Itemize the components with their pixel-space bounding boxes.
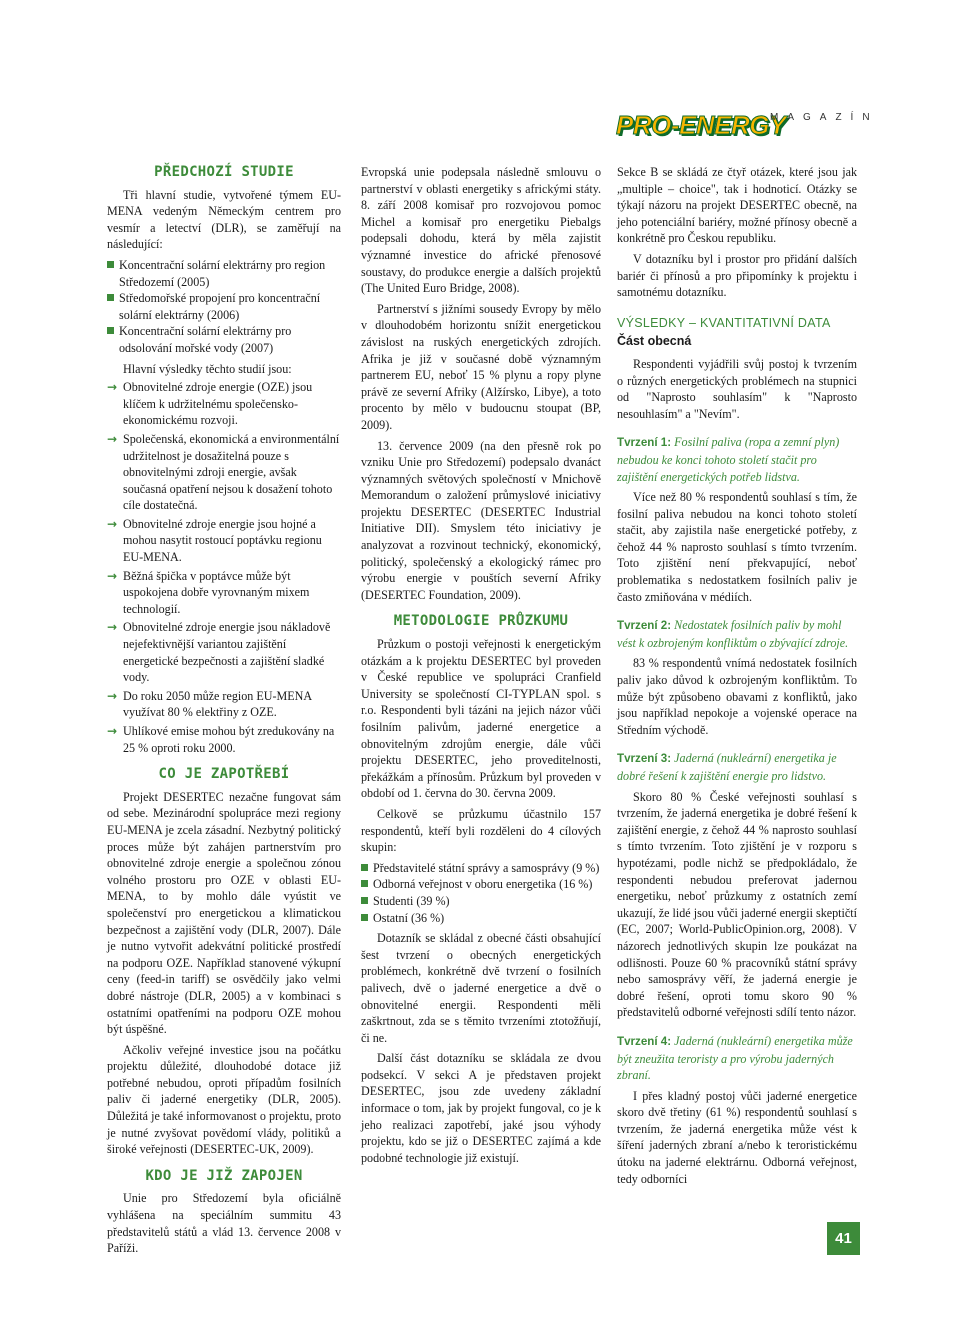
list-item: → Běžná špička v poptávce může být uspokojena dobře vyrovnaným mixem technologií. bbox=[107, 568, 341, 618]
page-number: 41 bbox=[827, 1222, 860, 1255]
results-title: Hlavní výsledky těchto studií jsou: bbox=[123, 361, 292, 376]
paragraph: 83 % respondentů vnímá nedostatek fosilních paliv jako důvod k ozbrojeným konfliktům. To může být způsobeno obavami z konfliktů, jako jsou například nepokoje a vojenské operace na Středním východě. bbox=[617, 656, 857, 737]
claim-4 bbox=[617, 1033, 857, 1084]
claim-1 bbox=[617, 434, 857, 485]
paragraph: Sekce B se skládá ze čtyř otázek, které jsou jak „multiple – choice", tak i hodnoticí. Otázky se týkají názoru na projekt DESERTEC obecně, na jeho potenciální bariéry, možné přínosy obecně a konkrétně pro Českou republiku. bbox=[617, 165, 857, 246]
magazine-header bbox=[612, 100, 960, 150]
list-item: Koncentrační solární elektrárny pro region Středozemí (2005) bbox=[107, 257, 341, 290]
list-item: → Obnovitelné zdroje energie jsou hojné a mohou nasytit rostoucí poptávku regionu EU-MENA. bbox=[107, 516, 341, 566]
paragraph: Ačkoliv veřejné investice jsou na počátku projektu důležité, dlouhodobé dotace již potřebné nebudou, oproti případům fosilních paliv či jaderné energetiky (DLR, 2005). Důležitá je také informovanost o projektu, proto je nutné zvyšovat povědomí vlády, politiků a široké veřejnosti (DESERTEC-UK, 2009). bbox=[107, 1042, 341, 1157]
column-middle bbox=[361, 164, 601, 1170]
subheading-cast-obecna: Část obecná bbox=[617, 334, 692, 349]
paragraph: I přes kladný postoj vůči jaderné energetice skoro dvě třetiny (61 %) respondentů souhlasí s tvrzením, že jaderná energetika může vést k šíření jaderných zbraní a/nebo k teroristickému útoku na jaderné elektrárnu. Odborná veřejnost, tedy odborníci bbox=[617, 1088, 857, 1186]
paragraph: Partnerství s jižními sousedy Evropy by mělo v dlouhodobém horizontu snížit energetickou závislost na ruských energetických zdrojích. Afrika je již v současné době významným partnerem EU, neboť 15 % plynu a ropy plyne právě ze severní Afriky (Alžírsko, Libye), a toto procento by mělo v budoucnu stoupat (BP, 2009). bbox=[361, 301, 601, 432]
column-right bbox=[617, 164, 857, 1191]
list-item: → Obnovitelné zdroje energie (OZE) jsou klíčem k udržitelnému společensko-ekonomickému rozvoji. bbox=[107, 379, 341, 429]
list-item: Studenti (39 %) bbox=[361, 893, 601, 910]
list-item: → Obnovitelné zdroje energie jsou nákladově nejefektivnější variantou zajištění energetické bezpečnosti a zajištění sladké vody. bbox=[107, 619, 341, 685]
magazin-label: MAGAZÍN bbox=[770, 112, 879, 123]
paragraph: Evropská unie podepsala následně smlouvu o partnerství v oblasti energetiky s africkými státy. 8. září 2008 komisař pro rozvojovou pomoc Michel a komisař pro energetiku Piebalgs podepsali dohodu, která by měla zajistit významné investice do africké přenosové soustavy, do produkce energie a dalších projektů (The United Euro Bridge, 2008). bbox=[361, 165, 601, 296]
list-item: → Uhlíkové emise mohou být zredukovány na 25 % oproti roku 2000. bbox=[107, 723, 341, 756]
claim-label: Tvrzení 4: bbox=[617, 1034, 672, 1048]
list-item: Představitelé státní správy a samosprávy (9 %) bbox=[361, 860, 601, 877]
heading-predchozi-studie: PŘEDCHOZÍ STUDIE bbox=[154, 164, 294, 180]
paragraph: Unie pro Středozemí byla oficiálně vyhlášena na speciálním summitu 43 představitelů států a vlád 13. července 2008 v Paříži. bbox=[107, 1191, 341, 1256]
heading-vysledky: VÝSLEDKY – KVANTITATIVNÍ DATA bbox=[617, 315, 831, 330]
claim-text: Fosilní paliva (ropa a zemní plyn) nebudou ke konci tohoto století stačit pro zajištění energetických potřeb lidstva. bbox=[617, 435, 840, 484]
paragraph: Respondenti vyjádřili svůj postoj k tvrzením o různých energetických problémech na stupnici od "Naprosto souhlasím" k "Naprosto nesouhlasím" a "Nevím". bbox=[617, 356, 857, 421]
heading-co-je-zapotrebi: CO JE ZAPOTŘEBÍ bbox=[158, 766, 290, 783]
list-item: Odborná veřejnost v oboru energetika (16 %) bbox=[361, 876, 601, 893]
pro-energy-logo: PRO-ENERGY bbox=[616, 110, 786, 140]
paragraph: Dotazník se skládal z obecné části obsahující šest tvrzení o obecných energetických problémech, konkrétně dvě tvrzení o fosilních palivech, dvě o jaderné energetice a dvě o obnovitelné energii. Respondenti měli zaškrtnout, zda se s těmito tvrzeními ztotožňují, či ne. bbox=[361, 931, 601, 1045]
claim-label: Tvrzení 3: bbox=[617, 752, 672, 766]
list-item: → Společenská, ekonomická a environmentální udržitelnost je dosažitelná pouze s obnovitelnými zdroji energie, avšak současná opatření nejsou k dosažení tohoto cíle dostatečná. bbox=[107, 431, 341, 514]
paragraph: Více než 80 % respondentů souhlasí s tím, že fosilní paliva nebudou na konci tohoto století stačit, aby zajistila naše energetické potřeby, z čehož 44 % naprosto souhlasí s tímto tvrzením. Toto zjištění není překvapující, neboť problematika s nedostatkem fosilních paliv je často zmiňována v médiích. bbox=[617, 490, 857, 604]
paragraph: Tři hlavní studie, vytvořené týmem EU-MENA vedeným Německým centrem pro vesmír a letectví (DLR), se zaměřují na následující: bbox=[107, 187, 341, 252]
claim-3 bbox=[617, 750, 857, 784]
claim-label: Tvrzení 1: bbox=[617, 436, 672, 450]
paragraph: Další část dotazníku se skládala ze dvou podsekcí. V sekci A je představen projekt DESERTEC, jsou zde uvedeny základní informace o tom, jak by projekt fungoval, co je k jeho realizaci zapotřebí, jaké jsou výhody projektu, kdo se již o DESERTEC zajímá a kde podobné technologie již existují. bbox=[361, 1051, 601, 1165]
list-item: Středomořské propojení pro koncentrační solární elektrárny (2006) bbox=[107, 290, 341, 323]
heading-metodologie: METODOLOGIE PRŮZKUMU bbox=[393, 613, 569, 630]
paragraph: V dotazníku byl i prostor pro přidání dalších bariér či přínosů a pro připomínky k projektu i samotnému dotazníku. bbox=[617, 251, 857, 300]
paragraph: Projekt DESERTEC nezačne fungovat sám od sebe. Mezinárodní spolupráce mezi regiony EU-MENA je zcela zásadní. Nezbytný politický proces může být zahájen partnerstvím pro obnovitelné zdroje energie a společnou zónou volného prostoru pro OZE v oblasti EU-MENA, to by mohlo dále vyústit ve společenství pro energetickou a klimatickou bezpečnost a zajištění vody (DLR, 2007). Dále je nutno vytvořit adekvátní politické prostředí na podporu OZE. Například stanovené výkupní ceny (feed-in tariff) se osvědčily jako velmi dobré nástroje (DLR, 2005) a v kombinaci s ostatními opatřeními na podporu OZE mohou být úspěšné. bbox=[107, 789, 341, 1037]
paragraph: Skoro 80 % České veřejnosti souhlasí s tvrzením, že jaderná energetika je dobré řešení k zajištění energie, z čehož 44 % naprosto souhlasí s tímto tvrzením. Toto zjištění je v rozporu s hypotézami, podle nichž se předpokládalo, že respondenti nebudou preferovat jadernou energetiku, neboť průzkumy z ostatních zemí ukazují, že lidé jsou vůči jaderné energii skeptičtí (EC, 2007; World-PublicOpinion.org, 2008). V názorech jednotlivých skupin lze poukázat na odlišnosti. Pouze 60 % pracovníků státní správy nebo samosprávy věří, že jaderná energie je dobré řešení, oproti tomu skoro 90 % představitelů odborné veřejnosti sdílí tento názor. bbox=[617, 789, 857, 1020]
column-left bbox=[107, 164, 341, 1261]
list-item: Ostatní (36 %) bbox=[361, 910, 601, 927]
claim-text: Nedostatek fosilních paliv by mohl vést k ozbrojeným konfliktům o zbývající zdroje. bbox=[617, 618, 849, 650]
list-item: Koncentrační solární elektrárny pro odsolování mořské vody (2007) bbox=[107, 323, 341, 356]
claim-text: Jaderná (nukleární) energetika může být zneužita teroristy a pro výrobu jaderných zbraní. bbox=[617, 1033, 853, 1083]
paragraph: Celkově se průzkumu účastnilo 157 respondentů, kteří byli rozděleni do 4 cílových skupin: bbox=[361, 806, 601, 855]
heading-kdo-je-jiz-zapojen: KDO JE JIŽ ZAPOJEN bbox=[145, 1167, 303, 1184]
claim-2 bbox=[617, 617, 857, 651]
claim-label: Tvrzení 2: bbox=[617, 619, 672, 633]
paragraph: 13. července 2009 (na den přesně rok po vzniku Unie pro Středozemí) podepsalo dvanáct významných světových společností v Mnichově Memorandum o založení průmyslové iniciativy projektu DESERTEC (DESERTEC Industrial Initiative DII). Smyslem této iniciativy je analyzovat a rozvinout technický, ekonomický, politický, společenský a ekologický rámec pro výrobu energie v pouštích severní Afriky (DESERTEC Foundation, 2009). bbox=[361, 438, 601, 602]
claim-text: Jaderná (nukleární) energetika je dobré řešení k zajištění energie pro lidstvo. bbox=[617, 751, 837, 783]
list-item: → Do roku 2050 může region EU-MENA využívat 80 % elektřiny z OZE. bbox=[107, 688, 341, 721]
paragraph: Průzkum o postoji veřejnosti k energetickým otázkám a k projektu DESERTEC byl proveden v České republice ve spolupráci Cranfield University se společností CI-TYPLAN spol. s r.o. Respondenti byli tázáni na jejich názor vůči fosilním palivům, jaderné energetice a obnovitelným zdrojům energie, dále vůči projektu DESERTEC, jeho proveditelnosti, překážkám a přínosům. Průzkum byl proveden v období od 1. června do 30. června 2009. bbox=[361, 637, 601, 801]
